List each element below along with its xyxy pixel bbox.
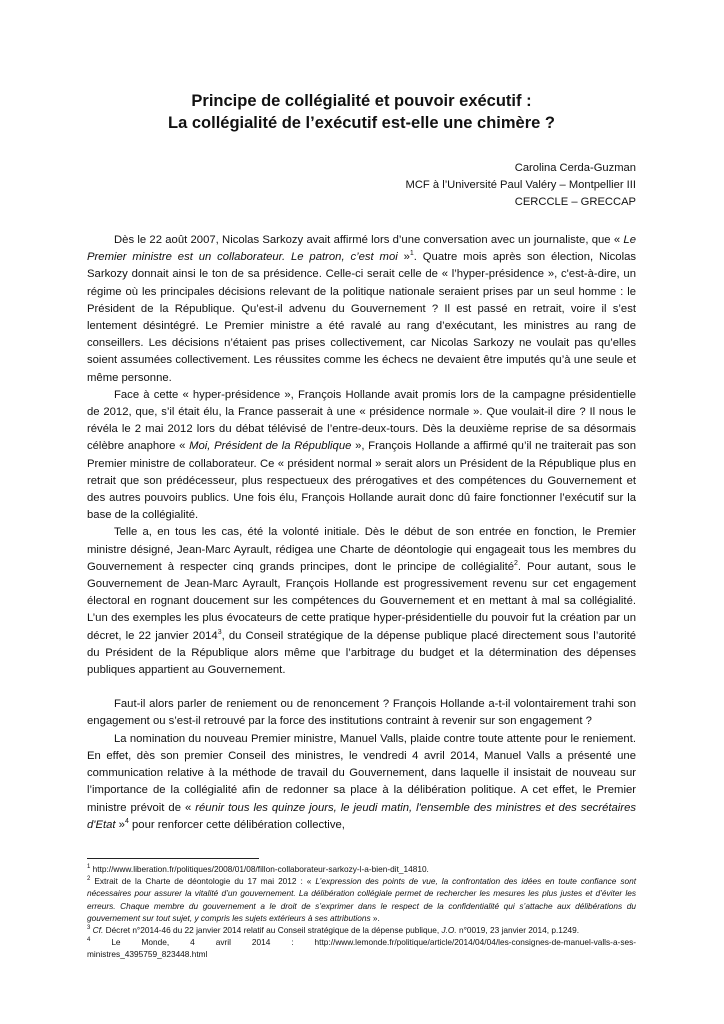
footnote-3-jo: J.O. bbox=[441, 924, 457, 935]
footnote-1-link[interactable]: http://www.liberation.fr/politiques/2008/01/08/fillon-collaborateur-sarkozy-l-a-bien-dit_14810. bbox=[92, 863, 429, 874]
p2-text-a: Face à cette « hyper-présidence », François Hollande avait promis lors de la campagne présidentielle de 2012, que, s’il était élu, la France passerait à une « présidence normale ». Que voulait-il dire ? Il nous le révéla le 2 mai 2012 lors du débat télévisé de l’entre-deux-tours. Dès la deuxième reprise de sa désormais célèbre anaphore « bbox=[87, 388, 636, 453]
footnote-ref-1[interactable]: 1 bbox=[409, 250, 414, 258]
footnote-ref-3[interactable]: 3 bbox=[217, 628, 222, 636]
footnote-3-cf: Cf. bbox=[92, 924, 104, 935]
footnote-2-quote: L’expression des points de vue, la confrontation des idées en toute confiance sont nécessaires pour assurer la vitalité d’un gouvernement. La délibération collégiale permet de rechercher les mesures les plus justes et d’éviter les erreurs. Chaque membre du gouvernement a le droit de s’exprimer dans le respect de la confidentialité qui s’attache aux délibérations du gouvernement sur tout sujet, y compris les sujets extérieurs à ses attributions bbox=[87, 876, 636, 923]
author-block bbox=[87, 160, 636, 211]
p1-text-a: Dès le 22 août 2007, Nicolas Sarkozy avait affirmé lors d’une conversation avec un journaliste, que « bbox=[114, 234, 624, 246]
p3-text-b: . Pour autant, sous le Gouvernement de Jean-Marc Ayrault, François Hollande est progressivement revenu sur cet engagement électoral en rognant doucement sur les compétences du Gouvernement et en mettant à mal sa collégialité. L’un des exemples les plus évocateurs de cette pratique hyper-présidentielle du pouvoir fut la création par un décret, le 22 janvier 2014 bbox=[87, 560, 636, 642]
paragraph-4: Faut-il alors parler de reniement ou de renoncement ? François Hollande a-t-il volontairement trahi son engagement ou s’est-il retrouvé par la force des institutions contraint à revenir sur son engagement ? bbox=[87, 698, 636, 728]
footnote-3-number: 3 bbox=[87, 925, 91, 932]
author-affiliation: MCF à l’Université Paul Valéry – Montpellier III bbox=[405, 179, 636, 191]
p3-text-a: Telle a, en tous les cas, été la volonté initiale. Dès le début de son entrée en fonction, le Premier ministre désigné, Jean-Marc Ayrault, rédigea une Charte de déontologie qui engageait tous les membres du Gouvernement à respecter cinq grands principes, dont le principe de collégialité bbox=[87, 526, 636, 573]
p2-text-b: », François Hollande a affirmé qu’il ne traiterait pas son Premier ministre de collaborateur. Ce « président normal » serait alors un Président de la République plus en retrait que son prédécesseur, plus respectueux des prérogatives et des compétences du Gouvernement et des autres pouvoirs publics. Une fois élu, François Hollande aurait donc dû faire fonctionner l’exécutif sur la base de la collégialité. bbox=[87, 440, 637, 522]
author-name: Carolina Cerda-Guzman bbox=[514, 162, 636, 174]
title-line-1: Principe de collégialité et pouvoir exécutif : bbox=[191, 92, 532, 110]
footnote-3-text-a: Décret n°2014-46 du 22 janvier 2014 relatif au Conseil stratégique de la dépense publique, bbox=[103, 924, 442, 935]
footnote-4-number: 4 bbox=[87, 937, 91, 944]
paragraph-1 bbox=[87, 232, 636, 387]
p2-quote: Moi, Président de la République bbox=[189, 440, 352, 453]
footnote-divider bbox=[87, 858, 259, 859]
footnote-2-number: 2 bbox=[87, 876, 91, 883]
footnote-1 bbox=[87, 863, 636, 875]
author-labs: CERCCLE – GRECCAP bbox=[514, 196, 636, 208]
p5-text-b: » bbox=[115, 818, 125, 831]
p1-text-b: » bbox=[397, 251, 410, 264]
p1-text-c: . Quatre mois après son élection, Nicolas Sarkozy donnait ainsi le ton de sa présidence. Celle-ci serait celle de « l’hyper-présidence », c'est-à-dire, un régime où les principales décisions relevant de la politique nationale seraient prises par un seul homme : le Président de la République. Qu’est-il advenu du Gouvernement ? Il est passé en retrait, voire il s’est lentement désintégré. Le Premier ministre a été ravalé au rang d’exécutant, les ministres au rang de conseillers. Les décisions n’étaient pas prises collectivement, car Nicolas Sarkozy ne voulait pas qu’elles soient assumées collectivement. Les réussites comme les échecs ne devaient être imputés qu’à une seule et même personne. bbox=[87, 251, 637, 384]
title-line-2: La collégialité de l’exécutif est-elle une chimère ? bbox=[168, 114, 555, 132]
footnote-3-text-b: n°0019, 23 janvier 2014, p.1249. bbox=[456, 924, 580, 935]
footnote-2-text-b: ». bbox=[370, 912, 380, 923]
p1-quote: Le Premier ministre est un collaborateur. Le patron, c’est moi bbox=[87, 234, 636, 264]
p5-quote: réunir tous les quinze jours, le jeudi matin, l'ensemble des ministres et des secrétaires d'Etat bbox=[87, 801, 636, 831]
p5-text-c: pour renforcer cette délibération collective, bbox=[128, 818, 345, 831]
footnote-2 bbox=[87, 875, 636, 924]
footnote-4-text[interactable]: Le Monde, 4 avril 2014 : http://www.lemonde.fr/politique/article/2014/04/04/les-consignes-de-manuel-valls-a-ses-ministres_4395759_823448.html bbox=[87, 937, 636, 960]
p5-text-a: La nomination du nouveau Premier ministre, Manuel Valls, plaide contre toute attente pour le reniement. En effet, dès son premier Conseil des ministres, le vendredi 4 avril 2014, Manuel Valls a présenté une communication relative à la méthode de travail du Gouvernement, dans laquelle il insistait de nouveau sur l’importance de la collégialité afin de redonner sa place à la délibération politique. A cet effet, le Premier ministre prévoit de « bbox=[87, 732, 636, 814]
body-text bbox=[87, 232, 636, 834]
paragraph-3 bbox=[87, 524, 636, 679]
footnote-ref-4[interactable]: 4 bbox=[124, 817, 129, 825]
footnote-ref-2[interactable]: 2 bbox=[514, 560, 518, 568]
paragraph-5 bbox=[87, 731, 636, 834]
footnotes bbox=[87, 863, 636, 961]
paragraph-2 bbox=[87, 387, 636, 525]
footnote-4 bbox=[87, 936, 636, 960]
footnote-2-text-a: Extrait de la Charte de déontologie du 17 mai 2012 : « bbox=[94, 876, 316, 887]
paper-title bbox=[87, 90, 636, 134]
footnote-3 bbox=[87, 924, 636, 936]
p3-text-c: , du Conseil stratégique de la dépense publique placé directement sous l’autorité du Président de la République alors même que l’arbitrage du budget et la détermination des dépenses publiques appartient au Gouvernement. bbox=[87, 629, 637, 677]
footnote-1-number: 1 bbox=[87, 864, 91, 871]
